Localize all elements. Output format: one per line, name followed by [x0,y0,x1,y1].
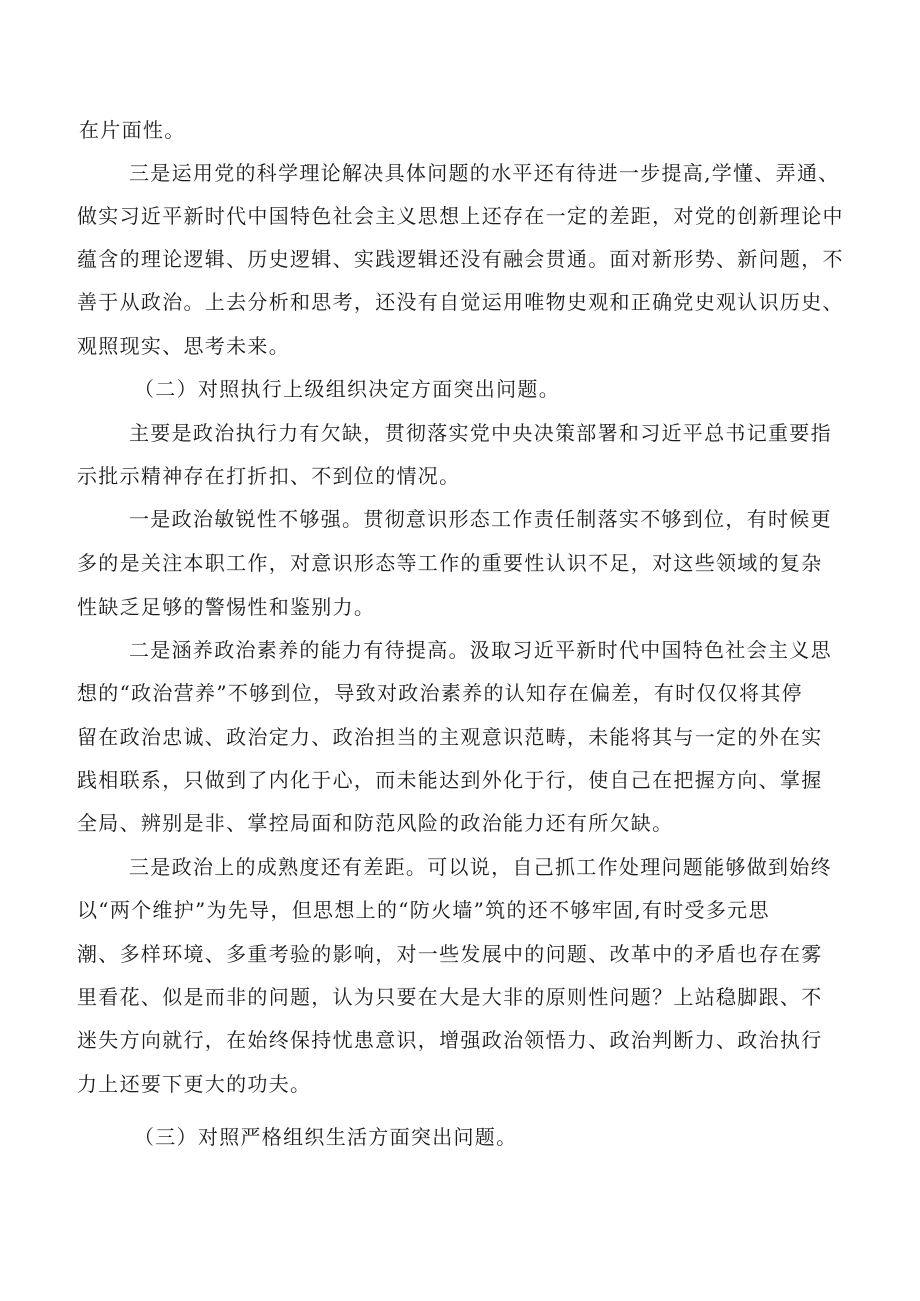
text-line: 三是政治上的成熟度还有差距。可以说，自己抓工作处理问题能够做到始终 [129,855,832,879]
text-line: 蕴含的理论逻辑、历史逻辑、实践逻辑还没有融会贯通。面对新形势、新问题，不 [77,247,844,271]
text-line: 二是涵养政治素养的能力有待提高。汲取习近平新时代中国特色社会主义思 [129,638,832,662]
text-line: 在片面性。 [79,118,186,142]
text-line: 一是政治敏锐性不够强。贯彻意识形态工作责任制落实不够到位，有时候更 [129,507,832,531]
text-line: 全局、辨别是非、掌控局面和防范风险的政治能力还有所欠缺。 [77,811,674,835]
text-line: 践相联系，只做到了内化于心，而未能达到外化于行，使自己在把握方向、掌握 [77,768,823,792]
section-heading: （二）对照执行上级组织决定方面突出问题。 [134,377,560,401]
text-line: 迷失方向就行，在始终保持忧患意识，增强政治领悟力、政治判断力、政治执行 [77,1028,823,1052]
text-line: 性缺乏足够的警惕性和鉴别力。 [77,595,376,619]
text-line: 想的“政治营养”不够到位，导致对政治素养的认知存在偏差，有时仅仅将其停 [77,681,803,705]
text-line: 主要是政治执行力有欠缺，贯彻落实党中央决策部署和习近平总书记重要指 [129,421,832,445]
section-heading: （三）对照严格组织生活方面突出问题。 [134,1125,518,1149]
text-line: 善于从政治。上去分析和思考，还没有自觉运用唯物史观和正确党史观认识历史、 [77,290,844,314]
text-line: 留在政治忠诚、政治定力、政治担当的主观意识范畴，未能将其与一定的外在实 [77,725,823,749]
text-line: 观照现实、思考未来。 [77,334,290,358]
text-line: 力上还要下更大的功夫。 [77,1072,312,1096]
text-line: 以“两个维护”为先导，但思想上的“防火墙”筑的还不够牢固,有时受多元思 [77,898,770,922]
text-line: 潮、多样环境、多重考验的影响，对一些发展中的问题、改革中的矛盾也存在雾 [77,942,823,966]
text-line: 三是运用党的科学理论解决具体问题的水平还有待进一步提高,学懂、弄通、 [129,161,840,185]
text-line: 多的是关注本职工作，对意识形态等工作的重要性认识不足，对这些领域的复杂 [77,551,823,575]
text-line: 示批示精神存在打折扣、不到位的情况。 [77,464,461,488]
text-line: 做实习近平新时代中国特色社会主义思想上还存在一定的差距，对党的创新理论中 [77,204,844,228]
text-line: 里看花、似是而非的问题，认为只要在大是大非的原则性问题？上站稳脚跟、不 [77,985,823,1009]
